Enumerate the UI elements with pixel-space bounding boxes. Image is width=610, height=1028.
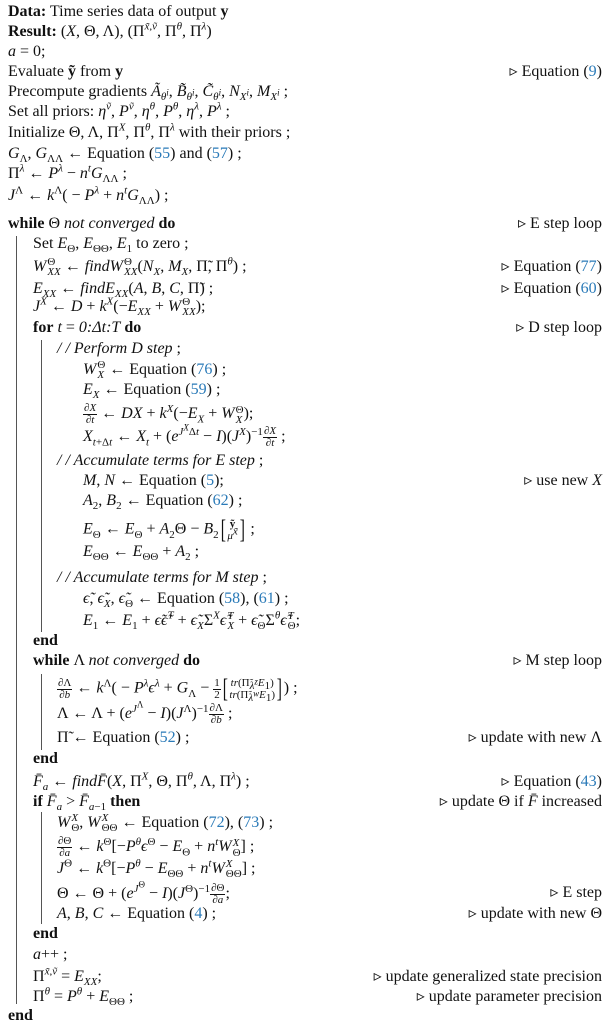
algorithm-line (0, 144, 602, 164)
algorithm-line (0, 22, 602, 42)
algorithm-line (0, 967, 602, 987)
algorithm-line (0, 728, 602, 748)
block-scope-line (16, 236, 17, 1004)
line-content: Result: (X, Θ, Λ), ($\Pi^{x̃,ṽ}$, $\Pi^\theta$, $\Pi^\lambda$) (8, 20, 212, 40)
line-content: $E_1$ ← $E_1$ + ϵ̃ϵ̃$^T$ + $\epsiloñ_X\Sigma^X\epsiloñ$ T X + $\epsiloñ_\Theta\Sigma^\theta\epsiloñ$ T Θ ; (83, 609, 301, 633)
line-comment: ▹ update with new Λ (468, 729, 602, 746)
line-content: $\frac{\partial\Lambda}{\partial b}$ ← $k^\Lambda( - P^\lambda\epsilon^\lambda + G_\Lambda$ − $\frac{1}{2}$ [ $tr(\Pĩ_{\lambda^z}E_1)$ $tr(\Pĩ_{\lambda^w}E_1)$ ] ) ; (58, 674, 298, 705)
line-content: $X_{t+\Delta t}$ ← $X_t + (e^{J^X\Delta t} - I)(J^X)^{-1}$ $\frac{\partial X}{\partial t}$ ; (83, 422, 286, 449)
algorithm-line (0, 451, 602, 471)
equation-reference-link[interactable]: 60 (580, 280, 597, 297)
algorithm-line (0, 674, 602, 705)
line-content: end (33, 925, 58, 942)
algorithm-line (0, 699, 602, 726)
line-content: / / Accumulate terms for M step ; (57, 569, 267, 586)
equation-reference-link[interactable]: 57 (211, 145, 228, 162)
algorithm-line (0, 164, 602, 184)
algorithm-line (0, 2, 602, 22)
equation-reference-link[interactable]: 55 (154, 145, 171, 162)
line-comment: ▹ use new X (524, 472, 602, 489)
algorithm-line (0, 879, 602, 906)
line-content: Set $E_\Theta$, $E_{\Theta\Theta}$, $E_1$ to zero ; (33, 235, 189, 256)
equation-reference-link[interactable]: 59 (190, 381, 207, 398)
line-comment: ▹ Equation (77) (501, 258, 602, 275)
algorithm-line (0, 257, 602, 277)
line-content: if $F̄_a$ > $F̄_{a-1}$ then (33, 793, 141, 814)
algorithm-line (0, 611, 602, 631)
line-content: Data: Time series data of output y (8, 3, 229, 20)
line-comment: ▹ update generalized state precision (373, 968, 602, 985)
line-comment: ▹ update Θ if F̄ increased (439, 793, 602, 810)
line-content: end (33, 632, 58, 649)
line-content: / / Accumulate terms for E step ; (57, 452, 264, 469)
line-content: $J^X$ ← $D + k^X(-E_{XX} + W$ Θ XX ); (33, 295, 206, 319)
line-content: $\Pi^\theta = P^\theta + E_{\Theta\Theta}$ ; (33, 985, 134, 1009)
equation-reference-link[interactable]: 4 (194, 905, 203, 922)
algorithm-line (0, 835, 602, 859)
line-content: ϵ̃, $\epsiloñ_X$, $\epsiloñ_\Theta$ ← Equation (58), (61) ; (83, 590, 289, 611)
line-content: end (8, 1007, 33, 1024)
line-content: W X Θ , W X ΘΘ ← Equation (72), (73) ; (57, 812, 274, 835)
algorithm-line (0, 1006, 602, 1026)
line-comment: ▹ update with new Θ (468, 905, 602, 922)
line-content: $\frac{\partial X}{\partial t}$ ← DX + $k^X(-E_X + W$ Θ X ); (84, 402, 254, 426)
equation-reference-link[interactable]: 5 (206, 472, 215, 489)
algorithm-line (0, 123, 602, 143)
line-content: $G_\Lambda$, $G_{\Lambda\Lambda}$ ← Equation (55) and (57) ; (8, 145, 242, 166)
equation-reference-link[interactable]: 77 (580, 258, 597, 275)
line-content: $E_{XX}$ ← findE$_{XX}$(A, B, C, Π̃) ; (33, 280, 214, 301)
algorithm-line (0, 62, 602, 82)
line-content: Evaluate ỹ from y (8, 63, 124, 80)
line-comment: ▹ Equation (60) (501, 280, 602, 297)
line-comment: ▹ M step loop (513, 652, 602, 669)
algorithm-line (0, 186, 602, 206)
algorithm-line (0, 749, 602, 769)
equation-reference-link[interactable]: 52 (159, 729, 176, 746)
line-content: / / Perform D step ; (57, 340, 181, 357)
line-content: M, N ← Equation (5); (83, 472, 224, 489)
equation-reference-link[interactable]: 73 (243, 814, 260, 831)
algorithm-line (0, 214, 602, 234)
line-content: Initialize Θ, Λ, $\Pi^X$, $\Pi^\theta$, $\Pi^\lambda$ with their priors ; (8, 121, 291, 141)
line-content: Λ ← $\Lambda + (e^{J^\Lambda} - I)(J^\Lambda)^{-1}$ $\frac{\partial\Lambda}{\partial b}$ ; (57, 699, 233, 726)
algorithm-line (0, 813, 602, 833)
line-content: $E_{\Theta\Theta}$ ← $E_{\Theta\Theta} + A_2$ ; (83, 543, 200, 564)
algorithm-line (0, 772, 602, 792)
line-content: $E_\Theta$ ← $E_\Theta + A_2\Theta - B_2$ [ ỹ $\mu^{x̃}$ ] ; (83, 515, 255, 544)
line-content: Π̃ ← Equation (52) ; (57, 729, 190, 746)
algorithm-line (0, 82, 602, 102)
algorithm-line (0, 651, 602, 671)
algorithm-line (0, 945, 602, 965)
algorithm-line (0, 924, 602, 944)
algorithm-line (0, 859, 602, 879)
block-scope-line (41, 340, 42, 632)
algorithm-line (0, 568, 602, 588)
line-content: while Θ not converged do (8, 215, 176, 232)
algorithm-line (0, 471, 602, 491)
algorithm-line (0, 515, 602, 544)
algorithm-line (0, 318, 602, 338)
line-content: Precompute gradients $Ã_{\theta^i}$, $B̃_{\theta^i}$, $C̃_{\theta^i}$, $N_{X^i}$, $M_{X^i}$ ; (8, 83, 289, 104)
algorithm-line (0, 402, 602, 426)
line-comment: ▹ update parameter precision (416, 988, 602, 1005)
line-comment: ▹ Equation (43) (501, 773, 602, 790)
line-content: $F̄_a$ ← findF̄(X, $\Pi^X$, Θ, $\Pi^\theta$, Λ, $\Pi^\lambda$) ; (33, 770, 250, 794)
algorithm-line (0, 42, 602, 62)
algorithm-line (0, 904, 602, 924)
block-scope-line (41, 812, 42, 924)
equation-reference-link[interactable]: 58 (224, 590, 241, 607)
algorithm-line (0, 297, 602, 317)
equation-reference-link[interactable]: 62 (212, 492, 229, 509)
line-comment: ▹ Equation (9) (509, 63, 602, 80)
line-content: while Λ not converged do (33, 652, 201, 669)
algorithm-line (0, 491, 602, 511)
line-content: end (33, 750, 58, 767)
equation-reference-link[interactable]: 76 (196, 361, 213, 378)
line-comment: ▹ E step (550, 884, 602, 901)
line-content: $\Pi^{x̃,ṽ} = E_{XX}$; (33, 965, 102, 989)
line-content: W Θ X ← Equation (76) ; (83, 359, 227, 382)
line-content: W Θ XX ← findW Θ XX ($N_X$, $M_X$, Π̃, $\Pi^\theta$) ; (33, 255, 247, 279)
equation-reference-link[interactable]: 61 (258, 590, 275, 607)
algorithm-line (0, 542, 602, 562)
algorithm-line (0, 422, 602, 449)
line-content: $\frac{\partial\Theta}{\partial a}$ ← $k^\Theta[-P^\theta\epsilon^\Theta - E_\Theta + n^tW$ X Θ ] ; (58, 835, 255, 859)
equation-reference-link[interactable]: 43 (580, 773, 597, 790)
algorithm-line (0, 234, 602, 254)
algorithm-line (0, 380, 602, 400)
line-content: $A_2$, $B_2$ ← Equation (62) ; (83, 492, 243, 513)
block-scope-line (41, 674, 42, 750)
line-comment: ▹ E step loop (517, 215, 602, 232)
algorithm-line (0, 589, 602, 609)
line-comment: ▹ D step loop (516, 319, 602, 336)
line-content: for t = 0:Δt:T do (33, 319, 142, 336)
algorithm-line (0, 360, 602, 380)
line-content: a++ ; (33, 946, 68, 963)
line-content: $E_X$ ← Equation (59) ; (83, 381, 221, 402)
algorithm-line (0, 631, 602, 651)
equation-reference-link[interactable]: 72 (208, 814, 225, 831)
line-content: Θ ← $\Theta + (e^{J^\Theta} - I)(J^\Theta)^{-1}$ $\frac{\partial\Theta}{\partial a}$ ; (57, 879, 230, 906)
algorithm-line (0, 279, 602, 299)
algorithm-line (0, 792, 602, 812)
line-content: $\Pi^\lambda$ ← $P^\lambda - n^tG_{\Lambda\Lambda}$ ; (8, 162, 127, 186)
algorithm-line (0, 102, 602, 122)
line-content: Set all priors: $\eta^ṽ$, $P^ṽ$, $\eta^\theta$, $P^\theta$, $\eta^\lambda$, $P^\lambda$ ; (8, 100, 230, 120)
line-content: A, B, C ← Equation (4) ; (57, 905, 217, 922)
algorithm-line (0, 987, 602, 1007)
algorithm-line (0, 339, 602, 359)
line-content: $J^\Lambda$ ← $k^\Lambda( - P^\lambda + n^tG_{\Lambda\Lambda})$ ; (8, 184, 169, 208)
equation-reference-link[interactable]: 9 (588, 63, 597, 80)
line-content: $J^\Theta$ ← $k^\Theta[-P^\theta - E_{\Theta\Theta} + n^tW$ X ΘΘ ] ; (57, 857, 256, 881)
line-content: a = 0; (8, 43, 46, 60)
